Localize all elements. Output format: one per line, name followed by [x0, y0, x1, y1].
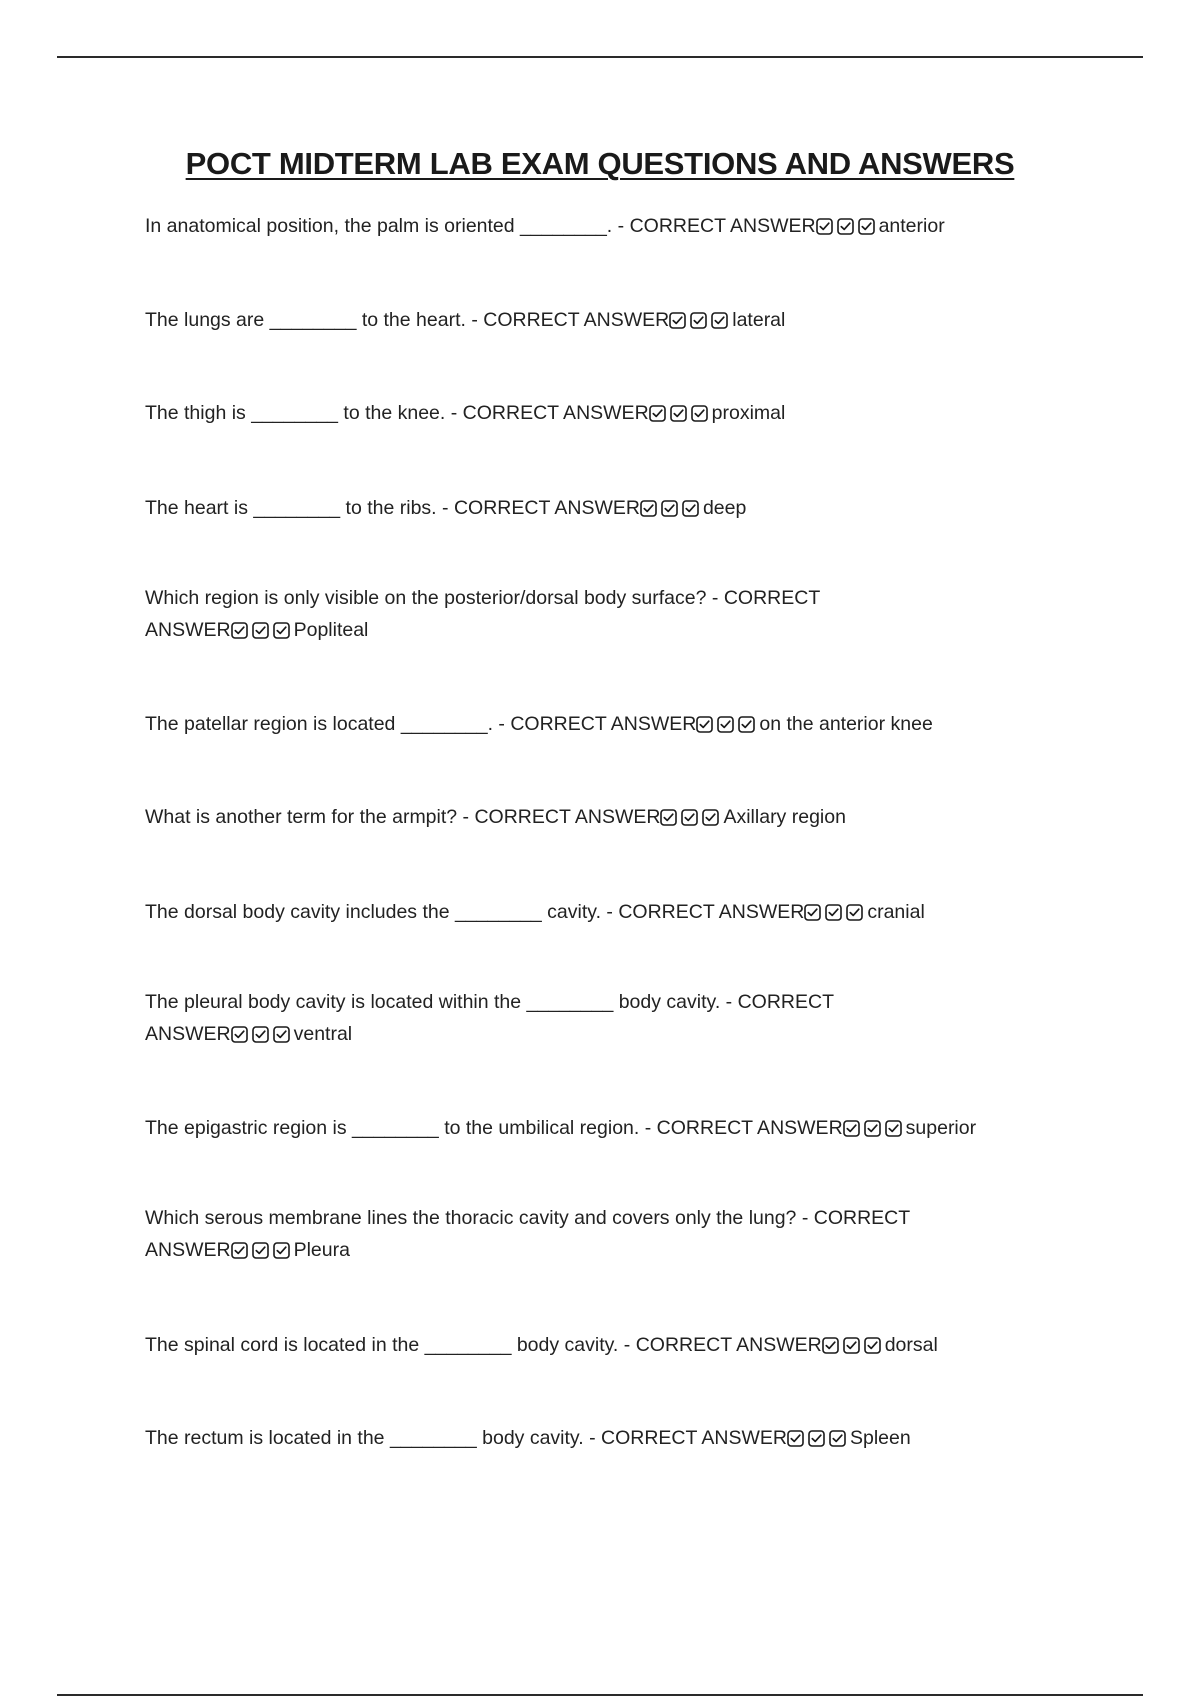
answer-label: CORRECT ANSWER	[145, 1207, 910, 1261]
answer-label: CORRECT ANSWER	[145, 587, 820, 641]
qa-item	[145, 210, 1045, 242]
checkbox-checked-icon	[738, 716, 755, 733]
qa-item	[145, 397, 1045, 429]
answer-label: CORRECT ANSWER	[483, 309, 670, 331]
answer-text: superior	[905, 1117, 977, 1139]
qa-item	[145, 582, 865, 646]
checkbox-checked-icon	[670, 405, 687, 422]
checkbox-checked-icon	[649, 405, 666, 422]
checkbox-checked-icon	[846, 904, 863, 921]
checkbox-checked-icon	[231, 1242, 248, 1259]
checkbox-checked-icon	[690, 312, 707, 329]
separator: -	[465, 309, 484, 331]
answer-label: CORRECT ANSWER	[635, 1334, 822, 1356]
answer-label: CORRECT ANSWER	[656, 1117, 843, 1139]
answer-label: CORRECT ANSWER	[462, 402, 649, 424]
qa-item	[145, 1422, 1045, 1454]
answer-text: Pleura	[293, 1239, 350, 1261]
checkbox-checked-icon	[787, 1430, 804, 1447]
checkbox-checked-icon	[273, 622, 290, 639]
question-text: The rectum is located in the ________ body cavity.	[145, 1427, 584, 1449]
question-text: The thigh is ________ to the knee.	[145, 402, 446, 424]
checkbox-checked-icon	[858, 218, 875, 235]
bottom-divider	[57, 1694, 1143, 1696]
checkbox-checked-icon	[640, 500, 657, 517]
separator: -	[457, 806, 475, 828]
question-text: The patellar region is located ________.	[145, 713, 493, 735]
answer-label: CORRECT ANSWER	[474, 806, 661, 828]
answer-text: dorsal	[884, 1334, 938, 1356]
checkbox-checked-icon	[837, 218, 854, 235]
checkbox-checked-icon	[252, 1242, 269, 1259]
qa-item	[145, 1202, 945, 1266]
question-text: Which serous membrane lines the thoracic cavity and covers only the lung?	[145, 1207, 797, 1229]
separator: -	[445, 402, 463, 424]
checkbox-checked-icon	[843, 1337, 860, 1354]
checkbox-checked-icon	[231, 622, 248, 639]
separator: -	[720, 991, 738, 1013]
question-text: The spinal cord is located in the ________ body cavity.	[145, 1334, 619, 1356]
separator: -	[618, 1334, 636, 1356]
answer-label: CORRECT ANSWER	[510, 713, 697, 735]
checkbox-checked-icon	[711, 312, 728, 329]
checkbox-checked-icon	[661, 500, 678, 517]
question-text: The epigastric region is ________ to the umbilical region.	[145, 1117, 640, 1139]
answer-text: deep	[702, 497, 747, 519]
qa-item	[145, 708, 1045, 740]
question-text: What is another term for the armpit?	[145, 806, 458, 828]
checkbox-checked-icon	[252, 622, 269, 639]
checkbox-checked-icon	[843, 1120, 860, 1137]
question-text: In anatomical position, the palm is oriented ________.	[145, 215, 613, 237]
checkbox-checked-icon	[825, 904, 842, 921]
separator: -	[612, 215, 630, 237]
checkbox-checked-icon	[252, 1026, 269, 1043]
question-text: The pleural body cavity is located within the ________ body cavity.	[145, 991, 721, 1013]
answer-label: CORRECT ANSWER	[618, 901, 805, 923]
separator: -	[493, 713, 511, 735]
checkbox-checked-icon	[885, 1120, 902, 1137]
separator: -	[706, 587, 724, 609]
checkbox-checked-icon	[273, 1026, 290, 1043]
checkbox-checked-icon	[682, 500, 699, 517]
answer-text: ventral	[293, 1023, 353, 1045]
answer-text: lateral	[732, 309, 786, 331]
answer-text: cranial	[867, 901, 925, 923]
checkbox-checked-icon	[696, 716, 713, 733]
answer-text: proximal	[711, 402, 786, 424]
checkbox-checked-icon	[829, 1430, 846, 1447]
answer-label: CORRECT ANSWER	[453, 497, 640, 519]
answer-label: CORRECT ANSWER	[629, 215, 816, 237]
checkbox-checked-icon	[691, 405, 708, 422]
checkbox-checked-icon	[669, 312, 686, 329]
answer-label: CORRECT ANSWER	[145, 991, 834, 1045]
separator: -	[639, 1117, 657, 1139]
separator: -	[436, 497, 454, 519]
page-title: POCT MIDTERM LAB EXAM QUESTIONS AND ANSWERS	[185, 146, 1015, 181]
answer-text: Axillary region	[723, 806, 846, 828]
answer-label: CORRECT ANSWER	[601, 1427, 787, 1449]
checkbox-checked-icon	[681, 809, 698, 826]
question-text: The heart is ________ to the ribs.	[145, 497, 437, 519]
checkbox-checked-icon	[864, 1120, 881, 1137]
checkbox-checked-icon	[816, 218, 833, 235]
qa-item	[145, 304, 1045, 336]
answer-text: Popliteal	[293, 619, 369, 641]
qa-item	[145, 986, 885, 1050]
question-text: The lungs are ________ to the heart.	[145, 309, 466, 331]
checkbox-checked-icon	[702, 809, 719, 826]
answer-text: on the anterior knee	[759, 713, 933, 735]
checkbox-checked-icon	[273, 1242, 290, 1259]
separator: -	[601, 901, 619, 923]
answer-text: Spleen	[850, 1427, 911, 1449]
question-text: The dorsal body cavity includes the ________ cavity.	[145, 901, 601, 923]
answer-text: anterior	[878, 215, 945, 237]
checkbox-checked-icon	[231, 1026, 248, 1043]
qa-item	[145, 801, 1045, 833]
separator: -	[796, 1207, 814, 1229]
checkbox-checked-icon	[717, 716, 734, 733]
question-text: Which region is only visible on the posterior/dorsal body surface?	[145, 587, 707, 609]
checkbox-checked-icon	[660, 809, 677, 826]
checkbox-checked-icon	[822, 1337, 839, 1354]
checkbox-checked-icon	[864, 1337, 881, 1354]
qa-item	[145, 1112, 1075, 1144]
checkbox-checked-icon	[808, 1430, 825, 1447]
separator: -	[583, 1427, 601, 1449]
qa-item	[145, 1329, 1045, 1361]
qa-item	[145, 492, 1045, 524]
checkbox-checked-icon	[804, 904, 821, 921]
qa-item	[145, 896, 1045, 928]
